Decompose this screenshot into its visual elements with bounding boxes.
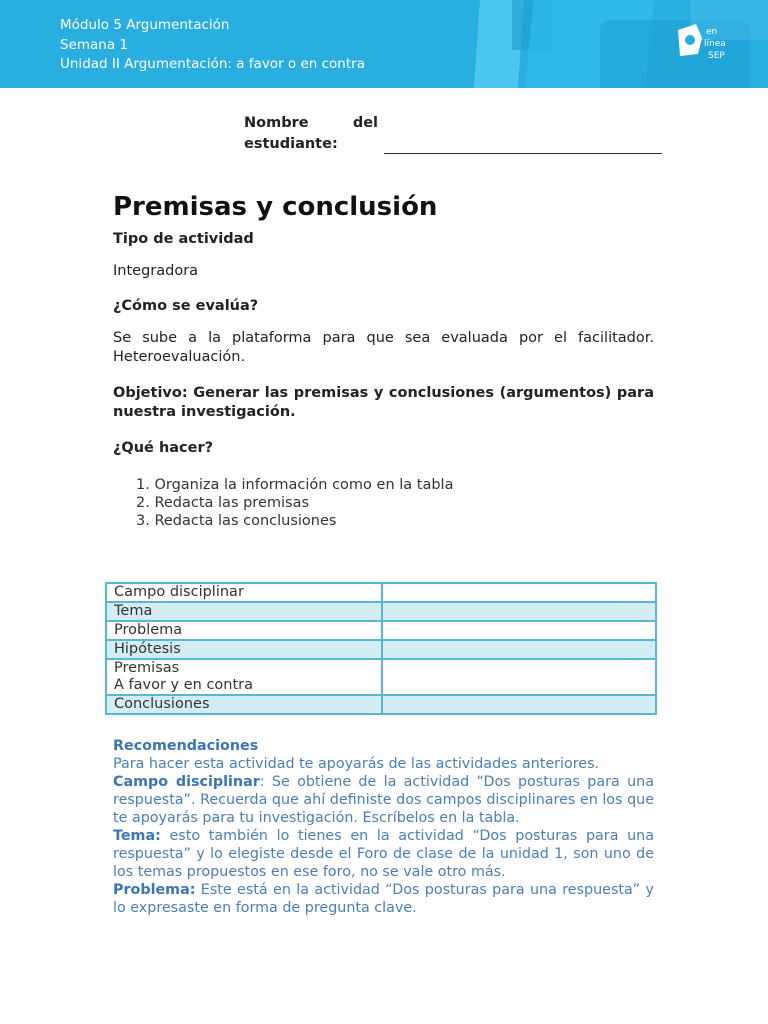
recommendation-campo (113, 773, 654, 827)
activity-type-value: Integradora (113, 263, 199, 279)
argument-table (105, 582, 657, 715)
problema-text: Este está en la actividad “Dos posturas para una respuesta” y lo expresaste en forma de pregunta clave. (113, 882, 654, 916)
row-value-premisas[interactable] (382, 659, 656, 695)
table-row (106, 695, 656, 714)
tema-label: Tema: (113, 828, 161, 844)
page-title: Premisas y conclusión (113, 192, 438, 222)
table-row (106, 583, 656, 602)
step-item: 3. Redacta las conclusiones (136, 513, 337, 530)
campo-text: : Se obtiene de la actividad “Dos posturas para una respuesta”. Recuerda que ahí definiste dos campos disciplinares en los que te apoyarás para tu investigación. Escríbelos en la tabla. (113, 774, 654, 826)
row-value-hipotesis[interactable] (382, 640, 656, 659)
problema-label: Problema: (113, 882, 196, 898)
recommendations-intro: Para hacer esta actividad te apoyarás de las actividades anteriores. (113, 756, 600, 772)
recommendation-problema (113, 881, 654, 917)
prepa-en-linea-sep-logo (670, 18, 736, 68)
row-label-hipotesis: Hipótesis (106, 640, 382, 659)
recommendation-tema (113, 827, 654, 881)
row-label-problema: Problema (106, 621, 382, 640)
evaluation-text: Se sube a la plataforma para que sea evaluada por el facilitador. Heteroevaluación. (113, 330, 654, 365)
name-label-word2: del (352, 115, 378, 131)
row-label-premisas (106, 659, 382, 695)
row-value-campo[interactable] (382, 583, 656, 602)
table-row (106, 659, 656, 695)
recommendations-section (113, 737, 654, 917)
name-label-word1: Nombre (244, 115, 309, 131)
row-value-tema[interactable] (382, 602, 656, 621)
logo-text-mid: línea (704, 39, 726, 49)
row-value-problema[interactable] (382, 621, 656, 640)
student-name-label (244, 113, 378, 155)
page-header (0, 0, 768, 88)
activity-type-heading: Tipo de actividad (113, 231, 254, 247)
table-row (106, 602, 656, 621)
recommendations-heading: Recomendaciones (113, 738, 259, 754)
objective-text: Objetivo: Generar las premisas y conclusiones (argumentos) para nuestra investigación. (113, 385, 654, 420)
course-info (60, 16, 365, 75)
row-label-tema: Tema (106, 602, 382, 621)
step-item: 2. Redacta las premisas (136, 495, 310, 512)
steps-list (136, 476, 453, 531)
table-row (106, 621, 656, 640)
premisas-label-line2: A favor y en contra (114, 677, 254, 693)
row-value-conclusiones[interactable] (382, 695, 656, 714)
logo-text-bottom: SEP (708, 51, 725, 61)
name-label-line2: estudiante: (244, 136, 338, 152)
row-label-conclusiones: Conclusiones (106, 695, 382, 714)
premisas-label-line1: Premisas (114, 660, 180, 676)
campo-label: Campo disciplinar (113, 774, 260, 790)
evaluation-heading: ¿Cómo se evalúa? (113, 298, 259, 314)
todo-heading: ¿Qué hacer? (113, 440, 214, 456)
step-item: 1. Organiza la información como en la tabla (136, 477, 454, 493)
table-row (106, 640, 656, 659)
row-label-campo: Campo disciplinar (106, 583, 382, 602)
tema-text: esto también lo tienes en la actividad “Dos posturas para una respuesta” y lo elegiste desde el Foro de clase de la unidad 1, son uno de los temas propuestos en ese foro, no se vale otro más. (113, 828, 654, 880)
student-name-field[interactable] (384, 153, 662, 154)
logo-text-top: en (706, 27, 718, 37)
module-title: Módulo 5 Argumentación (60, 17, 230, 33)
unit-title: Unidad II Argumentación: a favor o en contra (60, 56, 365, 72)
week-label: Semana 1 (60, 36, 129, 53)
